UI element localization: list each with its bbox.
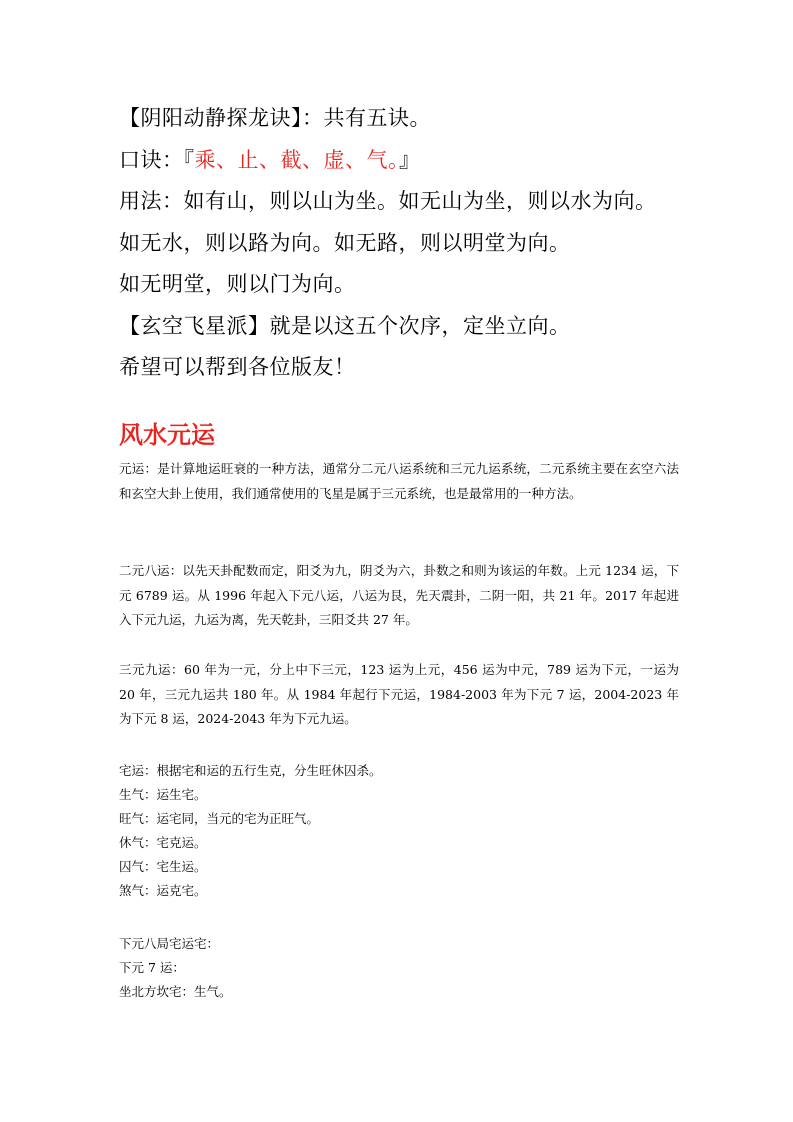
mnemonic-separator: 、: [302, 148, 324, 172]
zhai-line: 旺气：运宅同，当元的宅为正旺气。: [119, 811, 320, 826]
usage-line: 用法：如有山，则以山为坐。如无山为坐，则以水为向。: [119, 189, 657, 213]
school-line: 【玄空飞星派】就是以这五个次序，定坐立向。: [119, 314, 571, 338]
mnemonic-item-xu: 虚: [323, 148, 345, 172]
zhai-line: 囚气：宅生运。: [119, 859, 207, 874]
section-heading: 风水元运: [119, 421, 215, 449]
mnemonic-end-mark: 。: [388, 148, 399, 172]
paragraph-yuanyun: 元运：是计算地运旺衰的一种方法，通常分二元八运系统和三元九运系统，二元系统主要在玄空六法和玄空大卦上使用，我们通常使用的飞星是属于三元系统，也是最常用的一种方法。: [119, 461, 679, 501]
xia-line: 下元八局宅运宅：: [119, 936, 220, 951]
usage-line-2: 如无水，则以路为向。如无路，则以明堂为向。: [119, 231, 571, 255]
usage-line-3: 如无明堂，则以门为向。: [119, 272, 356, 296]
mnemonic-separator: 、: [259, 148, 281, 172]
mnemonic-item-cheng: 乘: [194, 148, 216, 172]
mnemonic-item-zhi: 止: [237, 148, 259, 172]
mnemonic-prefix: 口诀：『: [119, 148, 195, 172]
zhai-line: 煞气：运克宅。: [119, 883, 207, 898]
xia-line: 下元 7 运：: [119, 960, 185, 975]
mnemonic-separator: 、: [216, 148, 238, 172]
mnemonic-title-line: 【阴阳动静探龙诀】：共有五诀。: [119, 106, 431, 130]
mnemonic-suffix: 』: [399, 148, 421, 172]
mnemonic-separator: 、: [345, 148, 367, 172]
zhai-line: 生气：运生宅。: [119, 787, 207, 802]
zhai-line: 休气：宅克运。: [119, 835, 207, 850]
zhai-line: 宅运：根据宅和运的五行生克，分生旺休囚杀。: [119, 763, 382, 778]
closing-line: 希望可以帮到各位版友！: [119, 355, 356, 379]
mnemonic-item-jie: 截: [280, 148, 302, 172]
paragraph-erYuanBaYun: 二元八运：以先天卦配数而定，阳爻为九，阴爻为六，卦数之和则为该运的年数。上元 1234 运，下元 6789 运。从 1996 年起入下元八运，八运为艮，先天震卦，二阴一阳，共 21 年。2017 年起进入下元九运，九运为离，先天乾卦，三阳爻共 27 年。: [119, 563, 679, 627]
mnemonic-line: [119, 146, 421, 174]
xia-line: 坐北方坎宅：生气。: [119, 984, 232, 999]
mnemonic-item-qi: 气: [366, 148, 388, 172]
paragraph-sanYuanJiuYun: 三元九运：60 年为一元，分上中下三元，123 运为上元，456 运为中元，789 运为下元，一运为 20 年，三元九运共 180 年。从 1984 年起行下元运，1984-2003 年为下元 7 运，2004-2023 年为下元 8 运，2024-2043 年为下元九运。: [119, 662, 679, 726]
